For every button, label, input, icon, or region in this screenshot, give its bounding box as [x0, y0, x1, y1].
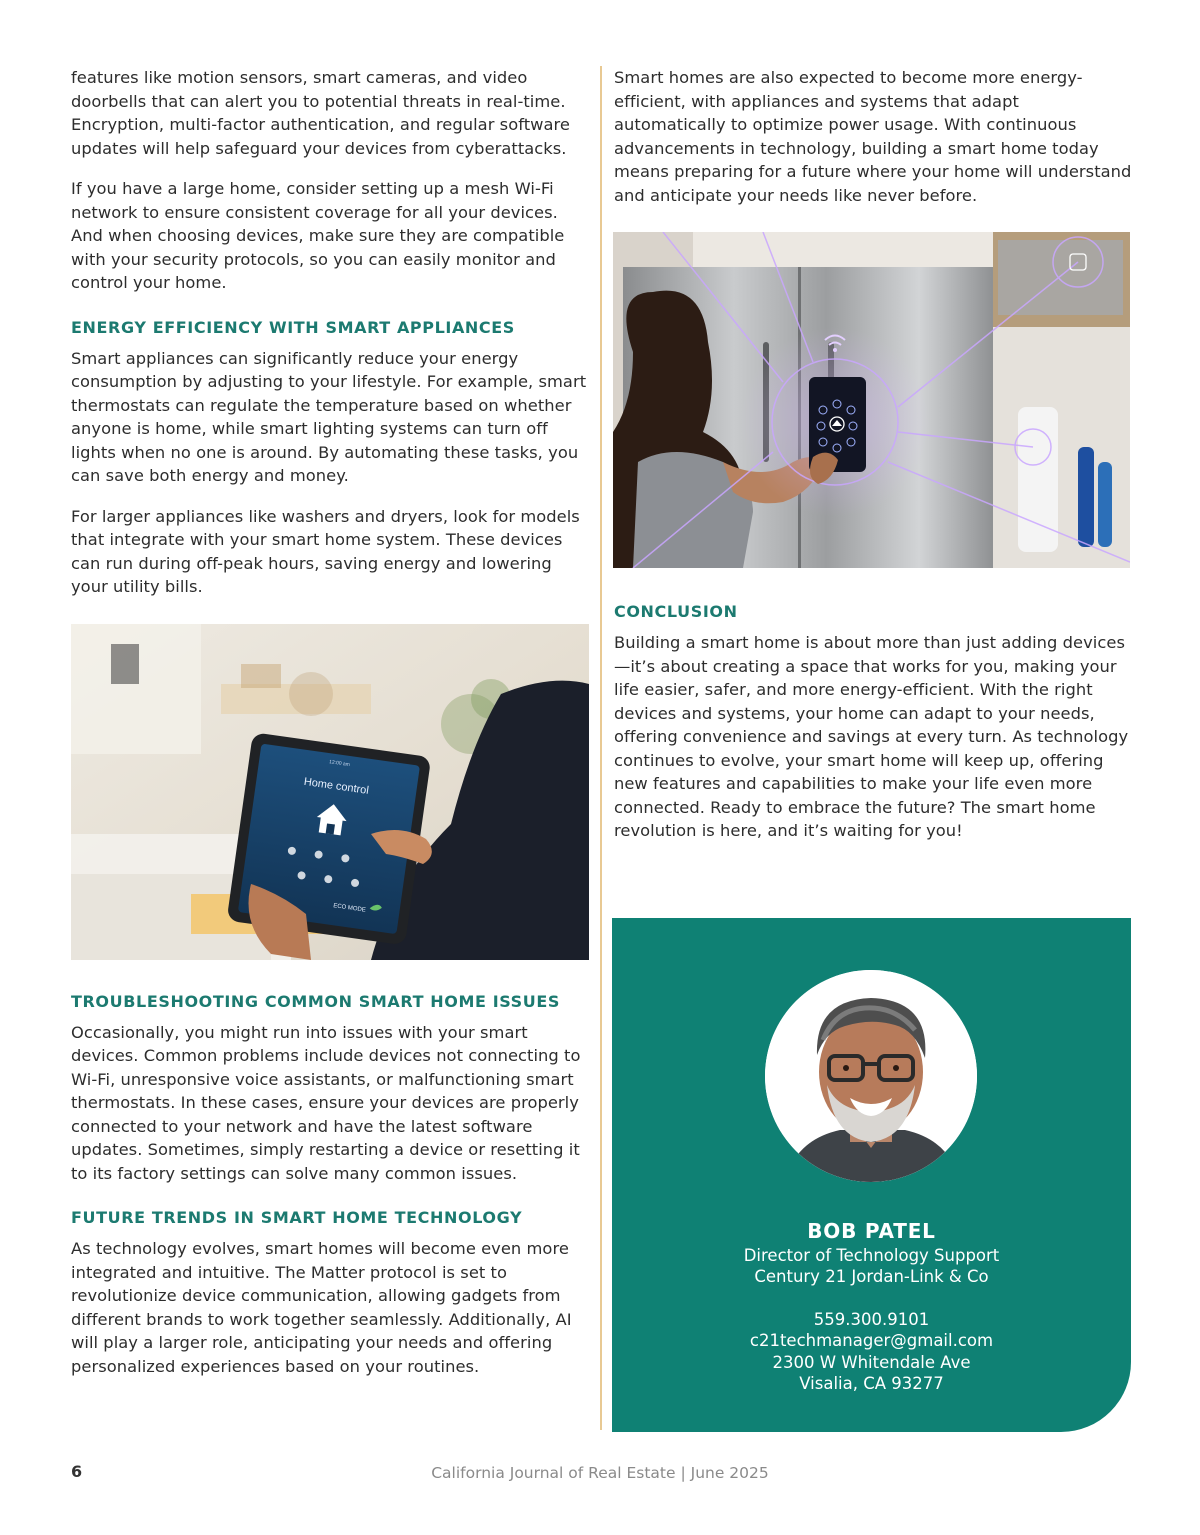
author-contact-block	[612, 1221, 1131, 1395]
author-address-line1: 2300 W Whitendale Ave	[772, 1352, 971, 1372]
author-company: Century 21 Jordan-Link & Co	[754, 1267, 989, 1286]
author-email[interactable]: c21techmanager@gmail.com	[749, 1331, 994, 1350]
author-avatar	[765, 970, 977, 1182]
author-profile-card	[612, 918, 1131, 1432]
heading-energy-efficiency: ENERGY EFFICIENCY WITH SMART APPLIANCES	[71, 317, 515, 337]
author-phone[interactable]: 559.300.9101	[813, 1309, 930, 1329]
paragraph-smart-appliances: Smart appliances can significantly reduce your energy consumption by adjusting to your lifestyle. For example, smart thermostats can regulate the temperature based on whether anyone is home, while smart lighting systems can turn off lights when no one is around. By automating these tasks, you can save both energy and money.	[71, 348, 587, 485]
page-number: 6	[71, 1462, 83, 1481]
tablet-clock: 12:00 am	[328, 758, 351, 768]
heading-troubleshooting: TROUBLESHOOTING COMMON SMART HOME ISSUES	[71, 991, 561, 1011]
author-address-line2: Visalia, CA 93277	[799, 1374, 944, 1393]
author-name: BOB PATEL	[807, 1219, 936, 1243]
tablet-home-control-photo	[71, 624, 589, 960]
left-column	[71, 66, 591, 1395]
paragraph-security-features: features like motion sensors, smart cameras, and video doorbells that can alert you to potential threats in real-time. Encryption, multi-factor authentication, and regular software updates will help safeguard your devices from cyberattacks.	[71, 68, 570, 158]
paragraph-conclusion: Building a smart home is about more than just adding devices—it’s about creating a space that works for you, making your life easier, safer, and more energy-efficient. With the right devices and systems, your home can adapt to your needs, offering convenience and savings at every turn. As technology continues to evolve, your smart home will keep up, offering new features and capabilities to make your life even more connected. Ready to embrace the future? The smart home revolution is here, and it’s waiting for you!	[614, 633, 1129, 840]
column-divider	[600, 66, 602, 1430]
paragraph-large-appliances: For larger appliances like washers and dryers, look for models that integrate with your smart home system. These devices can run during off-peak hours, saving energy and lowering your utility bills.	[71, 506, 580, 596]
paragraph-energy-future: Smart homes are also expected to become more energy-efficient, with appliances and systems that adapt automatically to optimize power usage. With continuous advancements in technology, building a smart home today means preparing for a future where your home will understand and anticipate your needs like never before.	[614, 68, 1132, 205]
publication-footer: California Journal of Real Estate | June 2025	[431, 1464, 769, 1482]
paragraph-troubleshooting: Occasionally, you might run into issues with your smart devices. Common problems include devices not connecting to Wi-Fi, unresponsive voice assistants, or malfunctioning smart thermostats. In these cases, ensure your devices are properly connected to your network and have the latest software updates. Sometimes, simply restarting a device or resetting it to its factory settings can solve many common issues.	[71, 1022, 581, 1183]
right-column	[614, 66, 1134, 860]
author-title: Director of Technology Support	[743, 1245, 1000, 1265]
tablet-screen-title: Home control	[303, 775, 370, 797]
tablet-eco-mode: ECO MODE	[332, 902, 367, 914]
heading-conclusion: CONCLUSION	[614, 602, 738, 621]
paragraph-future-trends: As technology evolves, smart homes will become even more integrated and intuitive. The Matter protocol is set to revolutionize device communication, allowing gadgets from different brands to work together seamlessly. Additionally, AI will play a larger role, anticipating your needs and offering personalized experiences based on your routines.	[71, 1239, 572, 1376]
paragraph-mesh-wifi: If you have a large home, consider setting up a mesh Wi-Fi network to ensure consistent coverage for all your devices. And when choosing devices, make sure they are compatible with your security protocols, so you can easily monitor and control your home.	[71, 179, 565, 292]
heading-future-trends: FUTURE TRENDS IN SMART HOME TECHNOLOGY	[71, 1208, 523, 1227]
smart-fridge-photo	[613, 232, 1130, 568]
